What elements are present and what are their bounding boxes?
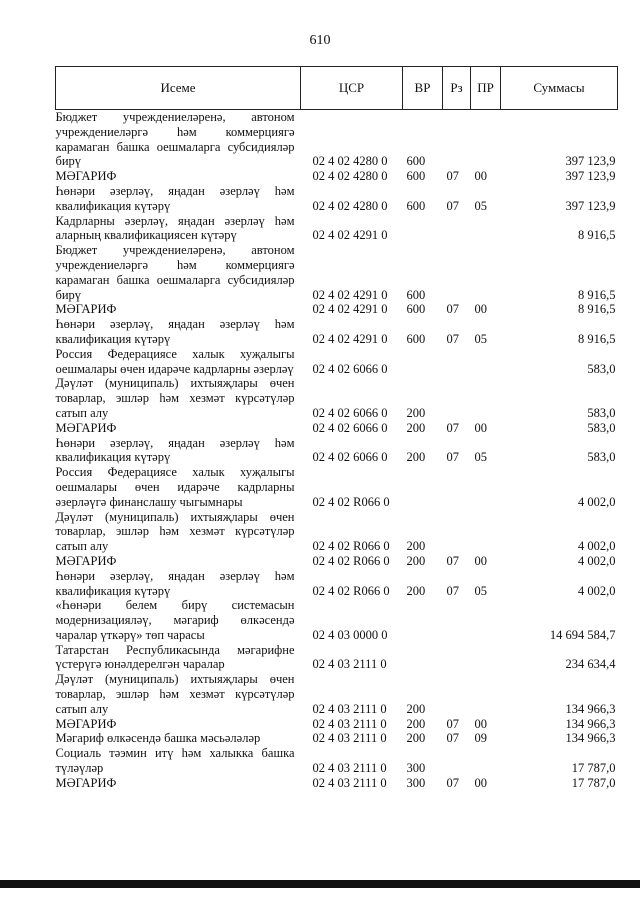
cell-vr bbox=[403, 214, 443, 244]
table-row bbox=[56, 436, 618, 466]
cell-sum: 17 787,0 bbox=[571, 775, 616, 790]
table-row bbox=[56, 569, 618, 599]
cell-pr: 00 bbox=[474, 553, 487, 568]
cell-name: Бюджет учреждениеләренә, автоном учреждениеләргә һәм коммерциягә карамаган башка оешмаларга субсидияләр бирү bbox=[55, 110, 295, 169]
cell-rz bbox=[443, 214, 471, 244]
cell-name: Россия Федерациясе халык хуҗалыгы оешмалары өчен идарәче кадрларны әзерләүгә финанслашу чыгымнары bbox=[55, 465, 295, 509]
table-row bbox=[56, 746, 618, 776]
cell-sum: 8 916,5 bbox=[578, 331, 616, 346]
table-row bbox=[56, 510, 618, 554]
cell-rz: 07 bbox=[446, 775, 459, 790]
cell-vr: 300 bbox=[406, 775, 426, 790]
table-row bbox=[56, 717, 618, 732]
cell-vr bbox=[403, 598, 443, 642]
cell-name: МӘГАРИФ bbox=[55, 775, 117, 790]
cell-rz bbox=[443, 465, 471, 509]
cell-pr bbox=[471, 376, 501, 420]
cell-csr: 02 4 03 2111 0 bbox=[312, 731, 387, 746]
cell-vr: 200 bbox=[406, 701, 426, 716]
cell-rz bbox=[443, 510, 471, 554]
cell-pr: 00 bbox=[474, 716, 487, 731]
cell-pr bbox=[471, 643, 501, 673]
cell-rz: 07 bbox=[446, 302, 459, 317]
cell-sum: 134 966,3 bbox=[565, 731, 616, 746]
cell-name: Мәгариф өлкәсендә башка мәсьәләләр bbox=[55, 731, 261, 746]
cell-rz: 07 bbox=[446, 169, 459, 184]
cell-vr: 600 bbox=[406, 331, 426, 346]
cell-csr: 02 4 03 2111 0 bbox=[312, 775, 387, 790]
cell-sum: 583,0 bbox=[587, 405, 616, 420]
header-pr: ПР bbox=[471, 67, 501, 110]
cell-sum: 134 966,3 bbox=[565, 716, 616, 731]
cell-pr bbox=[471, 110, 501, 170]
cell-name: Социаль тәэмин итү һәм халыкка башка түләүләр bbox=[55, 746, 295, 776]
cell-sum: 4 002,0 bbox=[578, 539, 616, 554]
cell-name: МӘГАРИФ bbox=[55, 169, 117, 184]
table-row bbox=[56, 169, 618, 184]
cell-rz: 07 bbox=[446, 716, 459, 731]
table-row bbox=[56, 214, 618, 244]
cell-pr bbox=[471, 347, 501, 377]
cell-rz bbox=[443, 598, 471, 642]
cell-csr: 02 4 02 R066 0 bbox=[312, 553, 390, 568]
cell-rz: 07 bbox=[446, 420, 459, 435]
cell-sum: 583,0 bbox=[587, 420, 616, 435]
cell-vr bbox=[403, 643, 443, 673]
cell-name: Һөнәри әзерләү, яңадан әзерләү һәм квалификация күтәрү bbox=[55, 317, 295, 346]
cell-vr: 200 bbox=[406, 420, 426, 435]
cell-pr: 00 bbox=[474, 775, 487, 790]
header-name: Исеме bbox=[56, 67, 301, 110]
cell-sum: 14 694 584,7 bbox=[549, 627, 616, 642]
cell-rz: 07 bbox=[446, 583, 459, 598]
cell-csr: 02 4 03 2111 0 bbox=[312, 701, 387, 716]
cell-pr bbox=[471, 214, 501, 244]
cell-vr: 200 bbox=[406, 405, 426, 420]
cell-pr bbox=[471, 510, 501, 554]
cell-name: Татарстан Республикасында мәгарифне үстерүгә юнәлдерелгән чаралар bbox=[55, 642, 295, 672]
cell-sum: 8 916,5 bbox=[578, 287, 616, 302]
cell-csr: 02 4 02 6066 0 bbox=[312, 420, 388, 435]
cell-pr: 00 bbox=[474, 169, 487, 184]
cell-name: Кадрларны әзерләү, яңадан әзерләү һәм аларның квалификациясен күтәрү bbox=[55, 213, 295, 243]
table-row bbox=[56, 672, 618, 716]
cell-pr bbox=[471, 598, 501, 642]
header-rz: Рз bbox=[443, 67, 471, 110]
cell-pr: 09 bbox=[474, 731, 487, 746]
table-row bbox=[56, 465, 618, 509]
table-row bbox=[56, 317, 618, 347]
cell-name: Һөнәри әзерләү, яңадан әзерләү һәм квалификация күтәрү bbox=[55, 568, 295, 598]
cell-name: Һөнәри әзерләү, яңадан әзерләү һәм квалификация күтәрү bbox=[55, 435, 295, 465]
cell-rz bbox=[443, 110, 471, 170]
cell-pr: 05 bbox=[474, 450, 487, 465]
cell-name: МӘГАРИФ bbox=[55, 302, 117, 317]
cell-name: Дәүләт (муниципаль) ихтыяҗлары өчен товарлар, эшләр һәм хезмәт күрсәтүләр сатып алу bbox=[55, 509, 295, 554]
table-header bbox=[56, 67, 618, 110]
cell-sum: 4 002,0 bbox=[578, 553, 616, 568]
page-number: 610 bbox=[309, 33, 331, 48]
cell-pr: 05 bbox=[474, 198, 487, 213]
cell-csr: 02 4 03 0000 0 bbox=[312, 627, 388, 642]
cell-rz: 07 bbox=[446, 553, 459, 568]
cell-name: МӘГАРИФ bbox=[55, 716, 117, 731]
header-csr: ЦСР bbox=[301, 67, 403, 110]
cell-pr: 05 bbox=[474, 583, 487, 598]
cell-sum: 134 966,3 bbox=[565, 701, 616, 716]
cell-pr: 05 bbox=[474, 331, 487, 346]
cell-sum: 234 634,4 bbox=[565, 657, 616, 672]
cell-csr: 02 4 02 R066 0 bbox=[312, 583, 390, 598]
table-row bbox=[56, 731, 618, 746]
table-row bbox=[56, 110, 618, 170]
cell-pr: 00 bbox=[474, 420, 487, 435]
table-row bbox=[56, 347, 618, 377]
cell-csr: 02 4 02 R066 0 bbox=[312, 539, 390, 554]
cell-rz bbox=[443, 746, 471, 776]
cell-rz bbox=[443, 347, 471, 377]
cell-name: МӘГАРИФ bbox=[55, 420, 117, 435]
cell-vr: 600 bbox=[406, 154, 426, 169]
cell-pr bbox=[471, 746, 501, 776]
cell-name: «Һөнәри белем бирү системасын модернизацияләү, мәгариф өлкәсендә чаралар үткәрү» төп чарасы bbox=[55, 598, 295, 642]
cell-csr: 02 4 02 4280 0 bbox=[312, 154, 388, 169]
table-row bbox=[56, 243, 618, 302]
cell-rz: 07 bbox=[446, 731, 459, 746]
cell-csr: 02 4 02 6066 0 bbox=[312, 405, 388, 420]
table-row bbox=[56, 421, 618, 436]
cell-vr: 200 bbox=[406, 553, 426, 568]
cell-vr: 300 bbox=[406, 761, 426, 776]
cell-vr bbox=[403, 347, 443, 377]
cell-sum: 583,0 bbox=[587, 450, 616, 465]
cell-vr bbox=[403, 465, 443, 509]
cell-name: МӘГАРИФ bbox=[55, 553, 117, 568]
cell-sum: 583,0 bbox=[587, 361, 616, 376]
cell-csr: 02 4 02 6066 0 bbox=[312, 450, 388, 465]
cell-vr: 600 bbox=[406, 198, 426, 213]
scan-bottom-edge bbox=[0, 880, 640, 888]
cell-name: Дәүләт (муниципаль) ихтыяҗлары өчен товарлар, эшләр һәм хезмәт күрсәтүләр сатып алу bbox=[55, 672, 295, 716]
header-vr: ВР bbox=[403, 67, 443, 110]
cell-rz bbox=[443, 672, 471, 716]
cell-rz: 07 bbox=[446, 198, 459, 213]
cell-vr: 600 bbox=[406, 169, 426, 184]
cell-vr: 200 bbox=[406, 731, 426, 746]
cell-sum: 397 123,9 bbox=[565, 169, 616, 184]
cell-sum: 4 002,0 bbox=[578, 494, 616, 509]
cell-vr: 200 bbox=[406, 539, 426, 554]
budget-table bbox=[55, 66, 618, 791]
cell-vr: 600 bbox=[406, 302, 426, 317]
cell-csr: 02 4 02 4280 0 bbox=[312, 169, 388, 184]
cell-csr: 02 4 02 4291 0 bbox=[312, 287, 388, 302]
table-body bbox=[56, 110, 618, 791]
cell-rz bbox=[443, 643, 471, 673]
cell-name: Һөнәри әзерләү, яңадан әзерләү һәм квалификация күтәрү bbox=[55, 183, 295, 213]
cell-rz bbox=[443, 243, 471, 302]
cell-sum: 8 916,5 bbox=[578, 302, 616, 317]
table-row bbox=[56, 776, 618, 791]
cell-csr: 02 4 03 2111 0 bbox=[312, 657, 387, 672]
table-row bbox=[56, 302, 618, 317]
cell-pr bbox=[471, 465, 501, 509]
table-row bbox=[56, 598, 618, 642]
cell-name: Бюджет учреждениеләренә, автоном учреждениеләргә һәм коммерциягә карамаган башка оешмаларга субсидияләр бирү bbox=[55, 243, 295, 302]
cell-csr: 02 4 03 2111 0 bbox=[312, 761, 387, 776]
cell-sum: 397 123,9 bbox=[565, 198, 616, 213]
cell-vr: 200 bbox=[406, 716, 426, 731]
cell-sum: 4 002,0 bbox=[578, 583, 616, 598]
cell-csr: 02 4 02 R066 0 bbox=[312, 494, 390, 509]
cell-csr: 02 4 02 4291 0 bbox=[312, 302, 388, 317]
cell-pr bbox=[471, 243, 501, 302]
cell-pr bbox=[471, 672, 501, 716]
cell-pr: 00 bbox=[474, 302, 487, 317]
cell-sum: 397 123,9 bbox=[565, 154, 616, 169]
table-row bbox=[56, 184, 618, 214]
cell-csr: 02 4 02 4291 0 bbox=[312, 228, 388, 243]
table-row bbox=[56, 554, 618, 569]
table-row bbox=[56, 643, 618, 673]
cell-sum: 8 916,5 bbox=[578, 228, 616, 243]
cell-csr: 02 4 02 6066 0 bbox=[312, 361, 388, 376]
cell-csr: 02 4 02 4291 0 bbox=[312, 331, 388, 346]
cell-rz: 07 bbox=[446, 450, 459, 465]
cell-vr: 600 bbox=[406, 287, 426, 302]
header-sum: Суммасы bbox=[501, 67, 618, 110]
cell-sum: 17 787,0 bbox=[571, 761, 616, 776]
cell-csr: 02 4 03 2111 0 bbox=[312, 716, 387, 731]
cell-vr: 200 bbox=[406, 450, 426, 465]
cell-name: Россия Федерациясе халык хуҗалыгы оешмалары өчен идарәче кадрларны әзерләү bbox=[55, 346, 295, 376]
cell-name: Дәүләт (муниципаль) ихтыяҗлары өчен товарлар, эшләр һәм хезмәт күрсәтүләр сатып алу bbox=[55, 376, 295, 420]
table-row bbox=[56, 376, 618, 420]
cell-csr: 02 4 02 4280 0 bbox=[312, 198, 388, 213]
cell-rz bbox=[443, 376, 471, 420]
cell-rz: 07 bbox=[446, 331, 459, 346]
cell-vr: 200 bbox=[406, 583, 426, 598]
